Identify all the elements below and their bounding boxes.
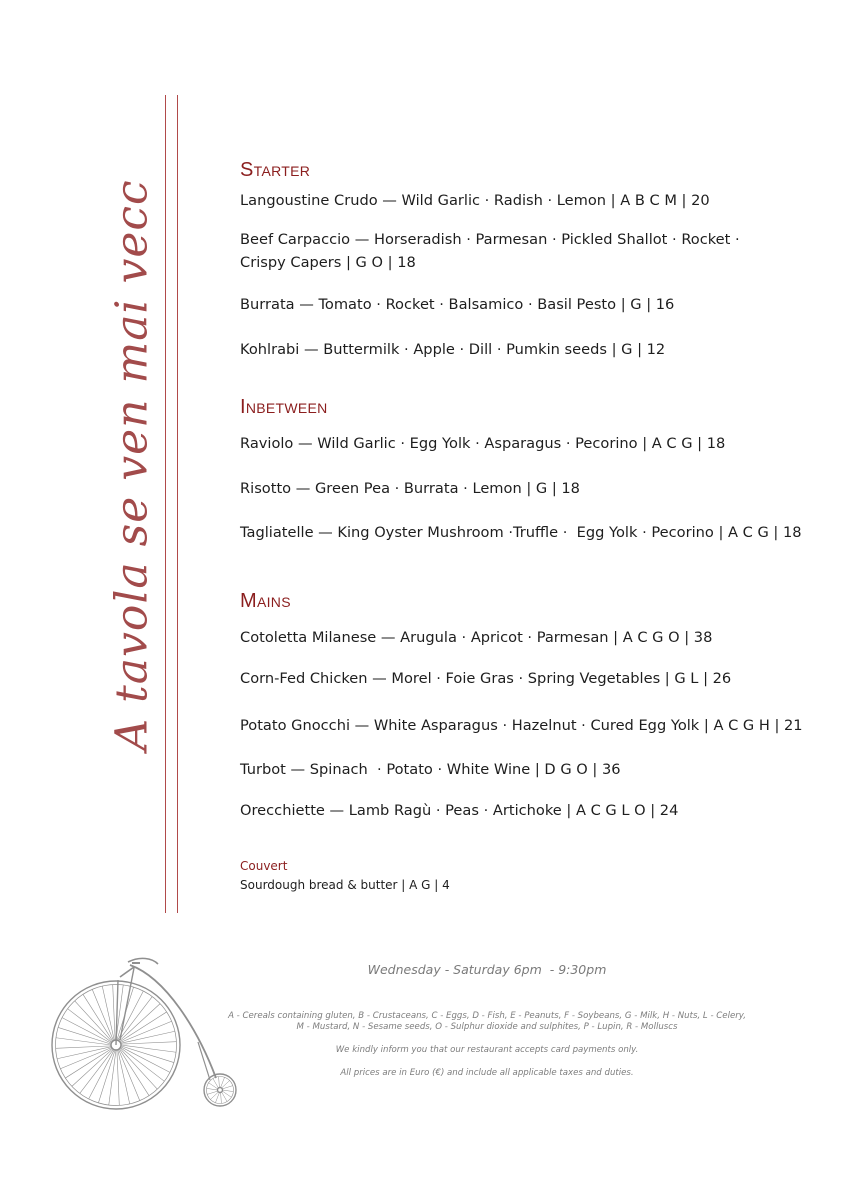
- wheel-spoke: [120, 1021, 171, 1042]
- wheel-spoke: [60, 1048, 111, 1069]
- wheel-spoke: [222, 1091, 231, 1097]
- wheel-spoke: [57, 1047, 111, 1059]
- wheel-spoke: [92, 989, 113, 1040]
- menu-item: Burrata — Tomato · Rocket · Balsamico · Basil Pesto | G | 16: [240, 296, 675, 313]
- wheel-spoke: [121, 1042, 176, 1044]
- menu-item: Corn-Fed Chicken — Morel · Foie Gras · Spring Vegetables | G L | 26: [240, 670, 732, 687]
- left-rule-outer: [165, 95, 166, 913]
- wheel-spoke: [209, 1083, 218, 1089]
- couvert-item: Sourdough bread & butter | A G | 4: [240, 878, 450, 892]
- wheel-spoke: [223, 1090, 234, 1092]
- couvert-label: Couvert: [240, 859, 288, 873]
- menu-item: Cotoletta Milanese — Arugula · Apricot · Parmesan | A C G O | 38: [240, 629, 713, 646]
- wheel-spoke: [222, 1092, 228, 1102]
- wheel-spoke: [120, 1048, 158, 1089]
- wheel-spoke: [102, 986, 114, 1040]
- wheel-spoke: [72, 1049, 113, 1087]
- wheel-spoke: [118, 1050, 130, 1104]
- wheel-spoke: [219, 1077, 220, 1088]
- wheel-spoke: [113, 985, 115, 1040]
- menu-item: Turbot — Spinach · Potato · White Wine | D G O | 36: [240, 761, 621, 778]
- payment-note: We kindly inform you that our restaurant accepts card payments only.: [335, 1045, 639, 1055]
- menu-item: Beef Carpaccio — Horseradish · Parmesan · Pickled Shallot · Rocket · Crispy Capers | G O | 18: [240, 231, 740, 271]
- menu-item: Potato Gnocchi — White Asparagus · Hazelnut · Cured Egg Yolk | A C G H | 21: [240, 717, 803, 734]
- wheel-spoke: [56, 1046, 111, 1048]
- allergen-legend-line-1: A - Cereals containing gluten, B - Crustaceans, C - Eggs, D - Fish, E - Peanuts, F - Soybeans, G - Milk, H - Nuts, L - Celery,: [228, 1011, 746, 1021]
- wheel-spoke: [207, 1088, 218, 1090]
- menu-item: Kohlrabi — Buttermilk · Apple · Dill · Pumkin seeds | G | 12: [240, 341, 666, 358]
- section-heading-mains: Mains: [240, 590, 291, 612]
- menu-item: Raviolo — Wild Garlic · Egg Yolk · Asparagus · Pecorino | A C G | 18: [240, 435, 726, 452]
- menu-item: Tagliatelle — King Oyster Mushroom ·Truffle · Egg Yolk · Pecorino | A C G | 18: [240, 524, 802, 541]
- allergen-legend-line-2: M - Mustard, N - Sesame seeds, O - Sulphur dioxide and sulphites, P - Lupin, R - Molluscs: [296, 1022, 678, 1032]
- wheel-spoke: [65, 1048, 112, 1078]
- wheel-spoke: [83, 994, 113, 1041]
- wheel-spoke: [213, 1079, 219, 1089]
- wheel-spoke: [121, 1031, 175, 1043]
- wheel-spoke: [119, 1049, 149, 1096]
- wheel-spoke: [117, 1050, 119, 1105]
- menu-item: Langoustine Crudo — Wild Garlic · Radish · Lemon | A B C M | 20: [240, 192, 710, 209]
- side-title: A tavola se ven mai vecc: [106, 179, 158, 751]
- menu-item: Orecchiette — Lamb Ragù · Peas · Artichoke | A C G L O | 24: [240, 802, 679, 819]
- wheel-spoke: [119, 1049, 140, 1100]
- penny-farthing-bicycle-icon: [48, 950, 243, 1120]
- wheel-spoke: [75, 1001, 113, 1042]
- wheel-spoke: [120, 1012, 167, 1042]
- section-heading-inbetween: Inbetween: [240, 396, 328, 418]
- section-heading-starter: Starter: [240, 159, 311, 181]
- left-rule-inner: [177, 95, 178, 913]
- menu-item: Risotto — Green Pea · Burrata · Lemon | G | 18: [240, 480, 580, 497]
- opening-hours: Wednesday - Saturday 6pm - 9:30pm: [367, 962, 607, 977]
- wheel-spoke: [221, 1092, 222, 1103]
- price-note: All prices are in Euro (€) and include all applicable taxes and duties.: [340, 1068, 634, 1078]
